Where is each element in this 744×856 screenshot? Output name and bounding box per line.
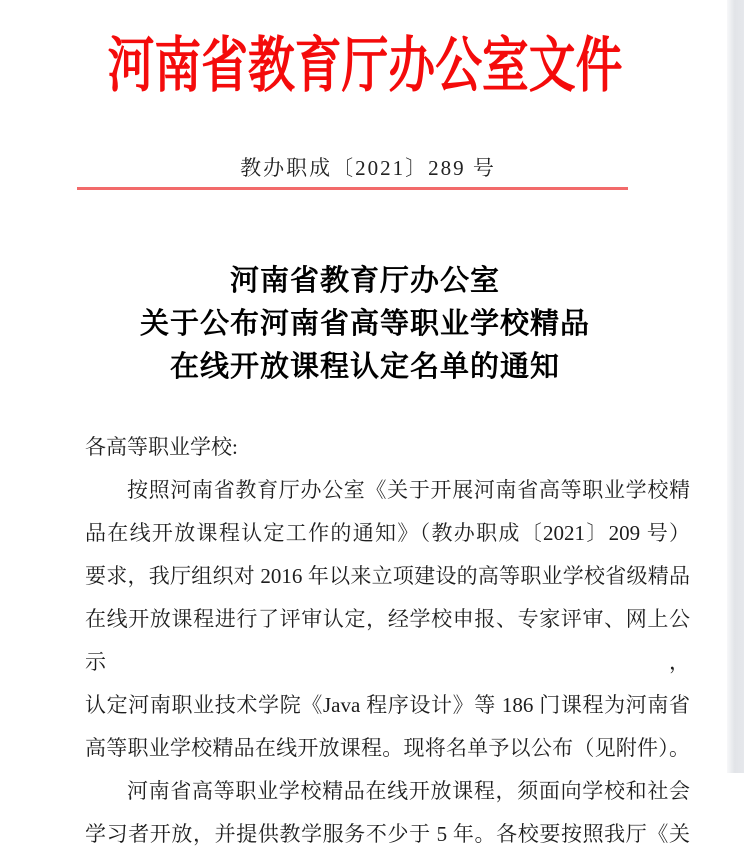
banner-title: 河南省教育厅办公室文件 xyxy=(107,33,623,99)
body-line: 在线开放课程进行了评审认定，经学校申报、专家评审、网上公示， xyxy=(85,607,690,674)
body-line: 学习者开放，并提供教学服务不少于 5 年。各校要按照我厅《关 xyxy=(85,822,690,846)
body-line: 按照河南省教育厅办公室《关于开展河南省高等职业学校精 xyxy=(127,478,690,502)
notice-title-line-3: 在线开放课程认定名单的通知 xyxy=(169,351,560,383)
page-edge-shadow xyxy=(727,0,744,773)
doc-number: 教办职成〔2021〕289 号 xyxy=(240,156,496,180)
body-line: 河南省高等职业学校精品在线开放课程，须面向学校和社会 xyxy=(127,779,690,803)
document-body xyxy=(85,426,690,856)
body-line: 品在线开放课程认定工作的通知》（教办职成〔2021〕209 号） xyxy=(85,521,690,545)
banner xyxy=(0,24,730,108)
body-line: 要求，我厅组织对 2016 年以来立项建设的高等职业学校省级精品 xyxy=(85,564,690,588)
red-divider xyxy=(77,187,628,190)
notice-title-line-2: 关于公布河南省高等职业学校精品 xyxy=(139,308,590,340)
notice-title-line-1: 河南省教育厅办公室 xyxy=(229,265,500,297)
salutation-line: 各高等职业学校: xyxy=(85,435,238,459)
body-line: 认定河南职业技术学院《Java 程序设计》等 186 门课程为河南省 xyxy=(85,693,690,717)
notice-title xyxy=(0,260,730,389)
body-line: 高等职业学校精品在线开放课程。现将名单予以公布（见附件）。 xyxy=(85,736,690,760)
